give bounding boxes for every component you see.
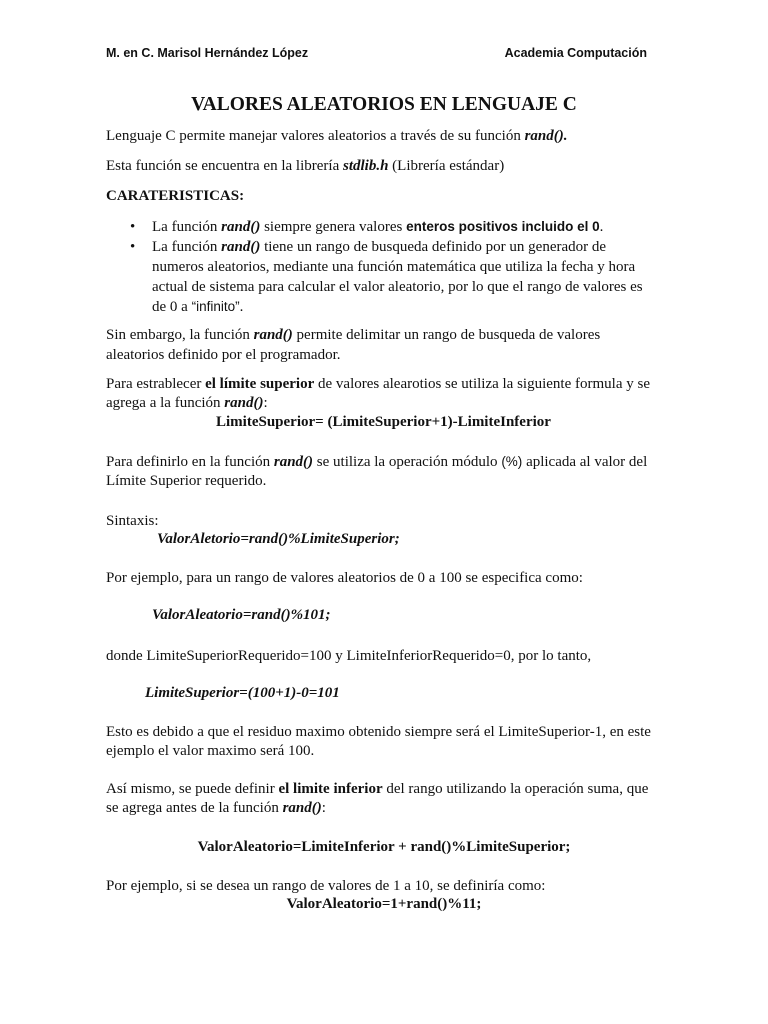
ejemplo1-calc: LimiteSuperior=(100+1)-0=101 <box>145 685 340 701</box>
bullet-item-2-line-4 <box>152 297 243 317</box>
rand-function: rand() <box>224 395 264 411</box>
bullet-item-2-line-3: actual de sistema para calcular el valor aleatorio, por lo que el rango de valores es <box>152 279 643 295</box>
rand-function: rand() <box>253 327 293 343</box>
bullet-icon: • <box>130 239 136 255</box>
bullet-item-1 <box>152 217 603 237</box>
ejemplo2-text: Por ejemplo, si se desea un rango de valores de 1 a 10, se definiría como: <box>106 878 546 894</box>
rand-function: rand(). <box>524 128 568 144</box>
residuo-line-1: Esto es debido a que el residuo maximo obtenido siempre será el LimiteSuperior-1, en este <box>106 724 651 740</box>
paragraph-text: se agrega antes de la función <box>106 800 283 816</box>
bullet-text: . <box>599 219 604 235</box>
paragraph-text: de valores alearotios se utiliza la siguiente formula y se <box>314 376 650 392</box>
paragraph-text: : <box>321 800 326 816</box>
paragraph-text: del rango utilizando la operación suma, que <box>382 781 649 797</box>
caracteristicas-heading: CARATERISTICAS: <box>106 188 245 204</box>
bullet-text: La función <box>152 239 222 255</box>
modulo-line-1 <box>106 452 647 472</box>
paragraph-text: aplicada al valor del <box>522 454 648 470</box>
page-title: VALORES ALEATORIOS EN LENGUAJE C <box>191 94 577 115</box>
ejemplo1-text: Por ejemplo, para un rango de valores aleatorios de 0 a 100 se especifica como: <box>106 570 583 586</box>
limite-inferior-line-2 <box>106 798 326 818</box>
intro-paragraph-2 <box>106 156 504 176</box>
ejemplo2-code: ValorAleatorio=1+rand()%11; <box>286 896 482 912</box>
paragraph-text: Para estrablecer <box>106 376 206 392</box>
limite-inferior-line-1 <box>106 779 648 799</box>
bullet-text: tiene un rango de busqueda definido por un generador de <box>260 239 607 255</box>
intro-text: Lenguaje C permite manejar valores aleatorios a través de su función <box>106 128 525 144</box>
sintaxis-label: Sintaxis: <box>106 513 159 529</box>
bullet-text: de 0 a <box>152 299 192 315</box>
paragraph-text: Así mismo, se puede definir <box>106 781 279 797</box>
sin-embargo-line-2: aleatorios definido por el programador. <box>106 347 341 363</box>
modulo-symbol: (%) <box>501 454 523 469</box>
bullet-text: siempre genera valores <box>260 219 407 235</box>
stdlib-library: stdlib.h <box>342 158 389 174</box>
bullet-text: La función <box>152 219 222 235</box>
intro-text-tail: (Librería estándar) <box>388 158 505 174</box>
intro-text: Esta función se encuentra en la librería <box>106 158 343 174</box>
header-author: M. en C. Marisol Hernández López <box>106 46 309 60</box>
paragraph-text: Para definirlo en la función <box>106 454 274 470</box>
bullet-item-2-line-1 <box>152 237 606 257</box>
limite-superior-line-2 <box>106 393 268 413</box>
intro-paragraph-1 <box>106 126 568 146</box>
limite-inferior-formula: ValorAleatorio=LimiteInferior + rand()%LimiteSuperior; <box>197 839 571 855</box>
bullet-text: . <box>239 299 244 315</box>
residuo-line-2: ejemplo el valor maximo será 100. <box>106 743 315 759</box>
ejemplo1-donde: donde LimiteSuperiorRequerido=100 y LimiteInferiorRequerido=0, por lo tanto, <box>106 648 592 664</box>
limite-inferior-emphasis: el limite inferior <box>278 781 383 797</box>
limite-superior-formula: LimiteSuperior= (LimiteSuperior+1)-LimiteInferior <box>216 414 551 430</box>
paragraph-text: : <box>263 395 268 411</box>
rand-function: rand() <box>221 239 261 255</box>
rand-function: rand() <box>282 800 322 816</box>
rand-function: rand() <box>221 219 261 235</box>
modulo-line-2: Límite Superior requerido. <box>106 473 267 489</box>
bullet-emphasis: enteros positivos incluido el 0 <box>406 219 600 234</box>
bullet-icon: • <box>130 219 136 235</box>
bullet-item-2-line-2: numeros aleatorios, mediante una función matemática que utiliza la fecha y hora <box>152 259 636 275</box>
header-department: Academia Computación <box>504 46 647 60</box>
limite-superior-emphasis: el límite superior <box>205 376 315 392</box>
paragraph-text: permite delimitar un rango de busqueda de valores <box>292 327 601 343</box>
limite-superior-line-1 <box>106 374 650 394</box>
infinito-text: “infinito” <box>191 299 240 314</box>
sintaxis-code: ValorAletorio=rand()%LimiteSuperior; <box>157 531 400 547</box>
rand-function: rand() <box>273 454 314 470</box>
paragraph-text: se utiliza la operación módulo <box>313 454 502 470</box>
paragraph-text: agrega a la función <box>106 395 225 411</box>
ejemplo1-code: ValorAleatorio=rand()%101; <box>152 607 331 623</box>
sin-embargo-line-1 <box>106 325 600 345</box>
paragraph-text: Sin embargo, la función <box>106 327 254 343</box>
